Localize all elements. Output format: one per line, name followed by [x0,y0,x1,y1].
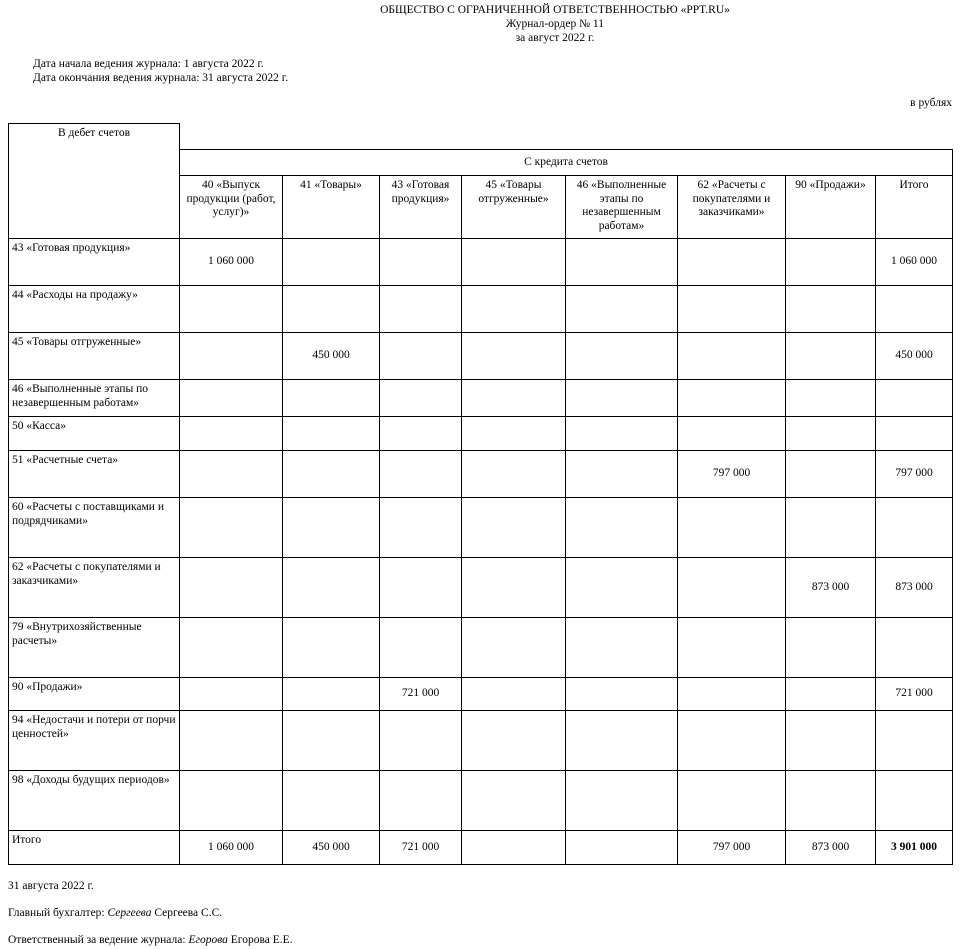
amount-cell [566,380,678,417]
amount-cell [283,558,380,618]
amount-cell [180,558,283,618]
amount-cell [876,417,953,451]
credit-column-header: 41 «Товары» [283,176,380,239]
amount-cell [462,451,566,498]
credit-header: С кредита счетов [180,150,953,176]
table-row [9,618,953,678]
header-spacer [180,124,953,150]
amount-cell [462,417,566,451]
amount-cell [462,831,566,865]
amount-cell [380,286,462,333]
amount-cell [283,417,380,451]
amount-cell [380,618,462,678]
amount-cell [283,286,380,333]
amount-cell [786,417,876,451]
debit-account-label: 62 «Расчеты с покупателями и заказчиками» [9,558,180,618]
amount-cell [876,771,953,831]
amount-cell [786,239,876,286]
amount-cell [566,498,678,558]
amount-cell [462,618,566,678]
amount-cell [180,417,283,451]
amount-cell: 450 000 [283,333,380,380]
amount-cell [180,498,283,558]
journal-period: за август 2022 г. [515,32,595,44]
amount-cell: 1 060 000 [876,239,953,286]
amount-cell [678,558,786,618]
amount-cell [380,558,462,618]
amount-cell [180,333,283,380]
amount-cell [678,678,786,711]
amount-cell: 797 000 [876,451,953,498]
amount-cell [380,333,462,380]
debit-account-label: 98 «Доходы будущих периодов» [9,771,180,831]
credit-column-header: 40 «Выпуск продукции (работ, услуг)» [180,176,283,239]
amount-cell [462,239,566,286]
chief-accountant-line [8,906,222,920]
table-row [9,678,953,711]
amount-cell: 797 000 [678,831,786,865]
chief-name: Сергеева С.С. [154,907,223,919]
amount-cell [180,618,283,678]
credit-column-header: 46 «Выполненные этапы по незавершенным работам» [566,176,678,239]
amount-cell [283,498,380,558]
journal-title: Журнал-ордер № 11 [505,18,605,30]
debit-account-label: Итого [9,831,180,865]
end-date: Дата окончания ведения журнала: 31 августа 2022 г. [33,72,289,84]
amount-cell [566,678,678,711]
amount-cell [786,451,876,498]
amount-cell [786,771,876,831]
journal-dates [33,57,288,85]
amount-cell [180,286,283,333]
amount-cell [283,451,380,498]
currency-unit: в рублях [910,97,952,109]
chief-label: Главный бухгалтер: [8,907,105,919]
debit-account-label: 44 «Расходы на продажу» [9,286,180,333]
amount-cell [786,711,876,771]
start-date: Дата начала ведения журнала: 1 августа 2022 г. [33,58,264,70]
amount-cell [380,771,462,831]
amount-cell: 873 000 [786,831,876,865]
amount-cell [786,498,876,558]
amount-cell: 721 000 [876,678,953,711]
table-row [9,771,953,831]
table-row [9,711,953,771]
amount-cell [566,239,678,286]
amount-cell [462,498,566,558]
debit-header: В дебет счетов [9,124,180,239]
amount-cell: 450 000 [283,831,380,865]
amount-cell [876,618,953,678]
credit-column-header: 45 «Товары отгруженные» [462,176,566,239]
amount-cell: 1 060 000 [180,239,283,286]
amount-cell: 873 000 [876,558,953,618]
journal-table [8,123,953,865]
credit-column-header: 43 «Готовая продукция» [380,176,462,239]
amount-cell [876,498,953,558]
amount-cell: 450 000 [876,333,953,380]
amount-cell: 721 000 [380,831,462,865]
table-row [9,417,953,451]
table-row [9,286,953,333]
responsible-signature: Егорова [188,934,228,946]
table-row [9,333,953,380]
credit-column-header: 62 «Расчеты с покупателями и заказчиками» [678,176,786,239]
amount-cell [283,239,380,286]
amount-cell [876,380,953,417]
amount-cell [283,678,380,711]
amount-cell [786,333,876,380]
credit-column-header: Итого [876,176,953,239]
sign-date: 31 августа 2022 г. [8,880,94,892]
amount-cell [180,771,283,831]
amount-cell [462,286,566,333]
amount-cell [180,711,283,771]
amount-cell [786,678,876,711]
amount-cell [786,380,876,417]
responsible-label: Ответственный за ведение журнала: [8,934,186,946]
credit-column-header: 90 «Продажи» [786,176,876,239]
chief-signature: Сергеева [107,907,152,919]
responsible-line [8,933,293,947]
amount-cell [678,711,786,771]
amount-cell [380,498,462,558]
amount-cell [283,380,380,417]
table-row [9,558,953,618]
amount-cell [180,451,283,498]
amount-cell [566,417,678,451]
org-name: ОБЩЕСТВО С ОГРАНИЧЕННОЙ ОТВЕТСТВЕННОСТЬЮ «PPT.RU» [380,4,730,16]
amount-cell [566,771,678,831]
amount-cell [678,333,786,380]
amount-cell [380,239,462,286]
amount-cell [678,417,786,451]
amount-cell [566,711,678,771]
table-row [9,451,953,498]
debit-account-label: 60 «Расчеты с поставщиками и подрядчиками» [9,498,180,558]
amount-cell [180,380,283,417]
table-row [9,380,953,417]
amount-cell [678,771,786,831]
debit-account-label: 79 «Внутрихозяйственные расчеты» [9,618,180,678]
amount-cell [566,558,678,618]
amount-cell [678,498,786,558]
amount-cell [283,771,380,831]
amount-cell [380,451,462,498]
amount-cell [566,333,678,380]
amount-cell [462,380,566,417]
debit-account-label: 43 «Готовая продукция» [9,239,180,286]
amount-cell: 797 000 [678,451,786,498]
debit-account-label: 51 «Расчетные счета» [9,451,180,498]
amount-cell [380,417,462,451]
amount-cell: 3 901 000 [876,831,953,865]
amount-cell [786,618,876,678]
amount-cell [380,711,462,771]
debit-account-label: 90 «Продажи» [9,678,180,711]
amount-cell [678,618,786,678]
responsible-name: Егорова Е.Е. [230,934,293,946]
amount-cell [462,558,566,618]
amount-cell [283,711,380,771]
amount-cell: 1 060 000 [180,831,283,865]
amount-cell [678,286,786,333]
amount-cell [283,618,380,678]
debit-account-label: 94 «Недостачи и потери от порчи ценностей» [9,711,180,771]
amount-cell [678,239,786,286]
amount-cell [876,711,953,771]
amount-cell [380,380,462,417]
table-row [9,239,953,286]
amount-cell [566,286,678,333]
amount-cell [462,771,566,831]
amount-cell [566,451,678,498]
amount-cell [462,678,566,711]
amount-cell [180,678,283,711]
amount-cell [566,831,678,865]
amount-cell [462,711,566,771]
table-row [9,831,953,865]
debit-account-label: 46 «Выполненные этапы по незавершенным работам» [9,380,180,417]
debit-account-label: 45 «Товары отгруженные» [9,333,180,380]
amount-cell [876,286,953,333]
debit-account-label: 50 «Касса» [9,417,180,451]
table-row [9,498,953,558]
amount-cell [566,618,678,678]
amount-cell: 721 000 [380,678,462,711]
amount-cell [786,286,876,333]
amount-cell [462,333,566,380]
amount-cell: 873 000 [786,558,876,618]
document-header [150,3,960,45]
amount-cell [678,380,786,417]
